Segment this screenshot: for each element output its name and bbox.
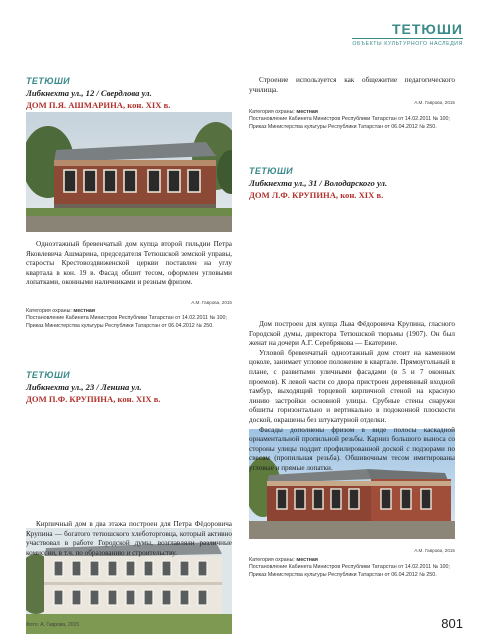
section-address: Либкнехта ул., 23 / Ленина ул. <box>26 382 142 392</box>
section-title: ТЕТЮШИ <box>249 166 294 176</box>
protection-value: местная <box>73 308 95 314</box>
paragraph: Одноэтажный бревенчатый дом купца второй гильдии Петра Яковлевича Ашмарина, председателя Тетюшской земской управы, старосты Крестовоздвиженской церкви поставлен на углу квартала в кон. 19 в. Фасад обшит тесом, оформлен угловыми лопатками, оконными наличниками и резным фризом. <box>26 240 232 287</box>
protection-text: Постановление Кабинета Министров Республики Татарстан от 14.02.2011 № 100; Приказ Министерства культуры Республики Татарстан от 06.04.2012 № 250. <box>249 564 450 578</box>
header-rule <box>352 38 463 39</box>
section-building-name: ДОМ П.Ф. КРУПИНА, кон. XIX в. <box>26 394 161 404</box>
section-p-krupin-heading <box>26 370 232 404</box>
footer-photo-credit: Фото: А. Гаврова, 2015 <box>26 622 80 628</box>
page-header-subtitle: ОБЪЕКТЫ КУЛЬТУРНОГО НАСЛЕДИЯ <box>352 41 463 47</box>
protection-info <box>26 308 232 330</box>
section-address: Либкнехта ул., 31 / Володарского ул. <box>249 178 388 188</box>
protection-label: Категория охраны: <box>249 557 295 563</box>
protection-text: Постановление Кабинета Министров Республики Татарстан от 14.02.2011 № 100; Приказ Министерства культуры Республики Татарстан от 06.04.2012 № 250. <box>249 116 450 130</box>
photo-credit: А.М. Гаврова, 2015 <box>191 300 232 305</box>
page-number: 801 <box>441 616 463 631</box>
protection-label: Категория охраны: <box>249 109 295 115</box>
section-p-krupin-text <box>26 520 232 558</box>
section-ashmarin-text <box>26 240 232 288</box>
protection-label: Категория охраны: <box>26 308 72 314</box>
paragraph: Кирпичный дом в два этажа построен для Петра Фёдоровича Крупина — богатого тетюшского хлеботорговца, который активно участвовал в работе Городской думы, возглавляли различные комиссии, в т.ч. по образованию и строительству. <box>26 520 232 557</box>
section-address: Либкнехта ул., 12 / Свердлова ул. <box>26 88 152 98</box>
page-header-title: ТЕТЮШИ <box>391 21 463 37</box>
paragraph: Фасады дополнены фризом в виде полосы каскадной орнаментальной пропильной резьбы. Карниз большого выноса со стороны улицы поддит профилированной доской с подзорами по свесам (пропильная резьба). Обшивочным тесом имитированы угловые и прямые лопатки. <box>249 425 455 472</box>
section-building-name: ДОМ П.Я. АШМАРИНА, кон. XIX в. <box>26 100 171 110</box>
section-p-krupin-text-continued <box>249 76 455 95</box>
paragraph: Строение используется как общежитие педагогического училища. <box>249 76 455 94</box>
photo-credit: А.М. Гаврова, 2015 <box>414 548 455 553</box>
protection-text: Постановление Кабинета Министров Республики Татарстан от 14.02.2011 № 100; Приказ Министерства культуры Республики Татарстан от 06.04.2012 № 250. <box>26 315 227 329</box>
protection-info <box>249 109 455 131</box>
paragraph: Угловой бревенчатый одноэтажный дом стоит на каменном цоколе, занимает угловое положение в квартале. Прямоугольный в плане, с развитыми уличными фасадами (в 5 и 7 оконных проемов). К левой части со двора пристроен деревянный входной тамбур, выходящий торцевой кирпичной стеной на красную линию застройки основной улицы. Срубные стены снаружи обшиты горизонтально и вертикально в подоконной плоскости доской, окрашены без штукатурной отделки. <box>249 348 455 424</box>
protection-value: местная <box>296 109 318 115</box>
protection-value: местная <box>296 557 318 563</box>
section-building-name: ДОМ Л.Ф. КРУПИНА, кон. XIX в. <box>249 190 384 200</box>
paragraph: Дом построен для купца Льва Фёдоровича Крупина, гласного Городской думы, директора Тетюшской тюрьмы (1907). Он был женат на дочери А.Г. Серебрякова — Екатерине. <box>249 320 455 348</box>
photo-ashmarin-house <box>26 112 232 232</box>
photo-credit: А.М. Гаврова, 2015 <box>414 100 455 105</box>
section-title: ТЕТЮШИ <box>26 76 71 86</box>
protection-info <box>249 557 455 579</box>
section-title: ТЕТЮШИ <box>26 370 71 380</box>
section-l-krupin-heading <box>249 166 455 200</box>
section-l-krupin-text <box>249 320 455 474</box>
section-ashmarin-heading <box>26 76 232 110</box>
